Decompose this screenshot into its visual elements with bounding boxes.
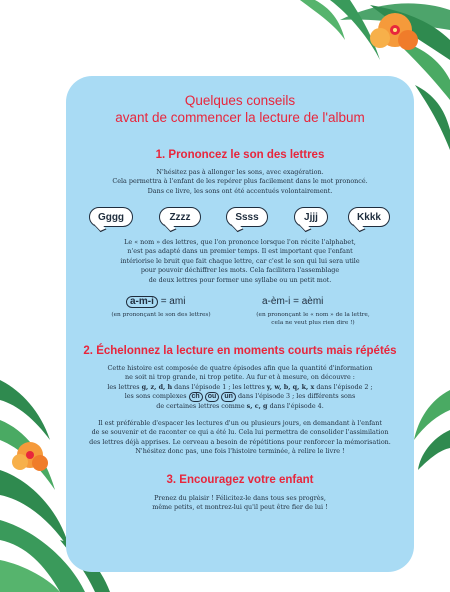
example-correct-note: (en prononçant le son des lettres)	[111, 312, 211, 318]
page-title	[66, 92, 414, 126]
text-span: dans l'épisode 1 ; les lettres	[172, 382, 267, 391]
section2-body	[66, 419, 414, 457]
section1-intro	[66, 168, 414, 196]
text-span: de certaines lettres comme	[156, 402, 247, 411]
example-correct	[126, 296, 185, 308]
text-line: Cela permettra à l'enfant de les repérer plus facilement dans le mot prononcé.	[112, 177, 368, 186]
sound-bubble: Jjjj	[294, 207, 328, 227]
letters-span: s, c, g	[246, 402, 268, 411]
title-line-1: Quelques conseils	[184, 93, 296, 108]
text-span: dans l'épisode 3 ; les différents sons	[235, 392, 356, 401]
text-line: n'est pas adapté dans un premier temps. Il est important que l'enfant	[127, 247, 353, 256]
section1-body	[66, 238, 414, 285]
text-line: Il est préférable d'espacer les lectures d'un ou plusieurs jours, en demandant à l'enfant	[98, 419, 382, 427]
sound-bubble: Ssss	[226, 207, 268, 227]
text-line: Prenez du plaisir ! Félicitez-le dans tous ses progrès,	[154, 494, 326, 502]
sound-ring: ch	[189, 392, 203, 402]
text-line: N'hésitez pas à allonger les sons, avec exagération.	[156, 168, 324, 176]
text-span: les sons complexes	[124, 392, 189, 401]
text-line: Le « nom » des lettres, que l'on prononce lorsque l'on récite l'alphabet,	[124, 238, 356, 246]
note-line: (en prononçant le « nom » de la lettre,	[256, 312, 370, 318]
letters-span: y, w, b, q, k, x	[266, 382, 315, 391]
section3-body	[66, 494, 414, 513]
text-line: des lettres déjà apprises. Le cerveau a besoin de répétitions pour renforcer la mémorisation.	[89, 437, 391, 446]
example-incorrect: a-èm-i = aèmi	[262, 296, 324, 307]
text-line: même petits, et montrez-lui qu'il peut être fier de lui !	[152, 503, 328, 512]
title-line-2: avant de commencer la lecture de l'album	[115, 110, 365, 125]
text-span: dans l'épisode 4.	[267, 402, 324, 411]
text-span: les lettres	[107, 382, 142, 391]
section3-heading: 3. Encouragez votre enfant	[166, 474, 314, 486]
text-line: N'hésitez donc pas, une fois l'histoire terminée, à relire le livre !	[135, 447, 345, 456]
text-span: dans l'épisode 2 ;	[314, 382, 373, 391]
text-line	[66, 383, 414, 392]
spelled-word: a-m-i	[126, 296, 158, 308]
sound-ring: un	[221, 392, 236, 402]
note-line: cela ne veut plus rien dire !)	[271, 320, 355, 326]
sound-ring: ou	[205, 392, 220, 402]
text-line: intériorise le bruit que fait chaque lettre, car c'est le son qui lui sera utile	[120, 256, 360, 265]
sound-bubble: Zzzz	[159, 207, 201, 227]
section2-intro	[66, 364, 414, 412]
example-incorrect-note	[248, 311, 378, 327]
text-line: de se souvenir et de raconter ce qui a été lu. Cela lui permettra de consolider l'assimilation	[91, 428, 389, 437]
text-line: Dans ce livre, les sons ont été accentués volontairement.	[147, 186, 333, 195]
sound-bubble: Kkkk	[348, 207, 390, 227]
text-line: pour pouvoir déchiffrer les mots. Cela facilitera l'assemblage	[140, 266, 340, 275]
text-line: de deux lettres pour former une syllabe ou un petit mot.	[148, 275, 332, 284]
section2-heading: 2. Échelonnez la lecture en moments courts mais répétés	[83, 345, 397, 357]
text-line	[66, 392, 414, 402]
right-palm-leaves-icon	[414, 390, 450, 470]
result-word: = ami	[160, 296, 186, 307]
section1-heading: 1. Prononcez le son des lettres	[155, 149, 325, 161]
letters-span: g, z, d, h	[141, 382, 173, 391]
text-line: Cette histoire est composée de quatre épisodes afin que la quantité d'information	[107, 364, 373, 372]
text-line: ne soit ni trop grande, ni trop petite. Au fur et à mesure, on découvre :	[125, 373, 355, 382]
sound-bubble: Gggg	[89, 207, 133, 227]
text-line	[66, 402, 414, 411]
